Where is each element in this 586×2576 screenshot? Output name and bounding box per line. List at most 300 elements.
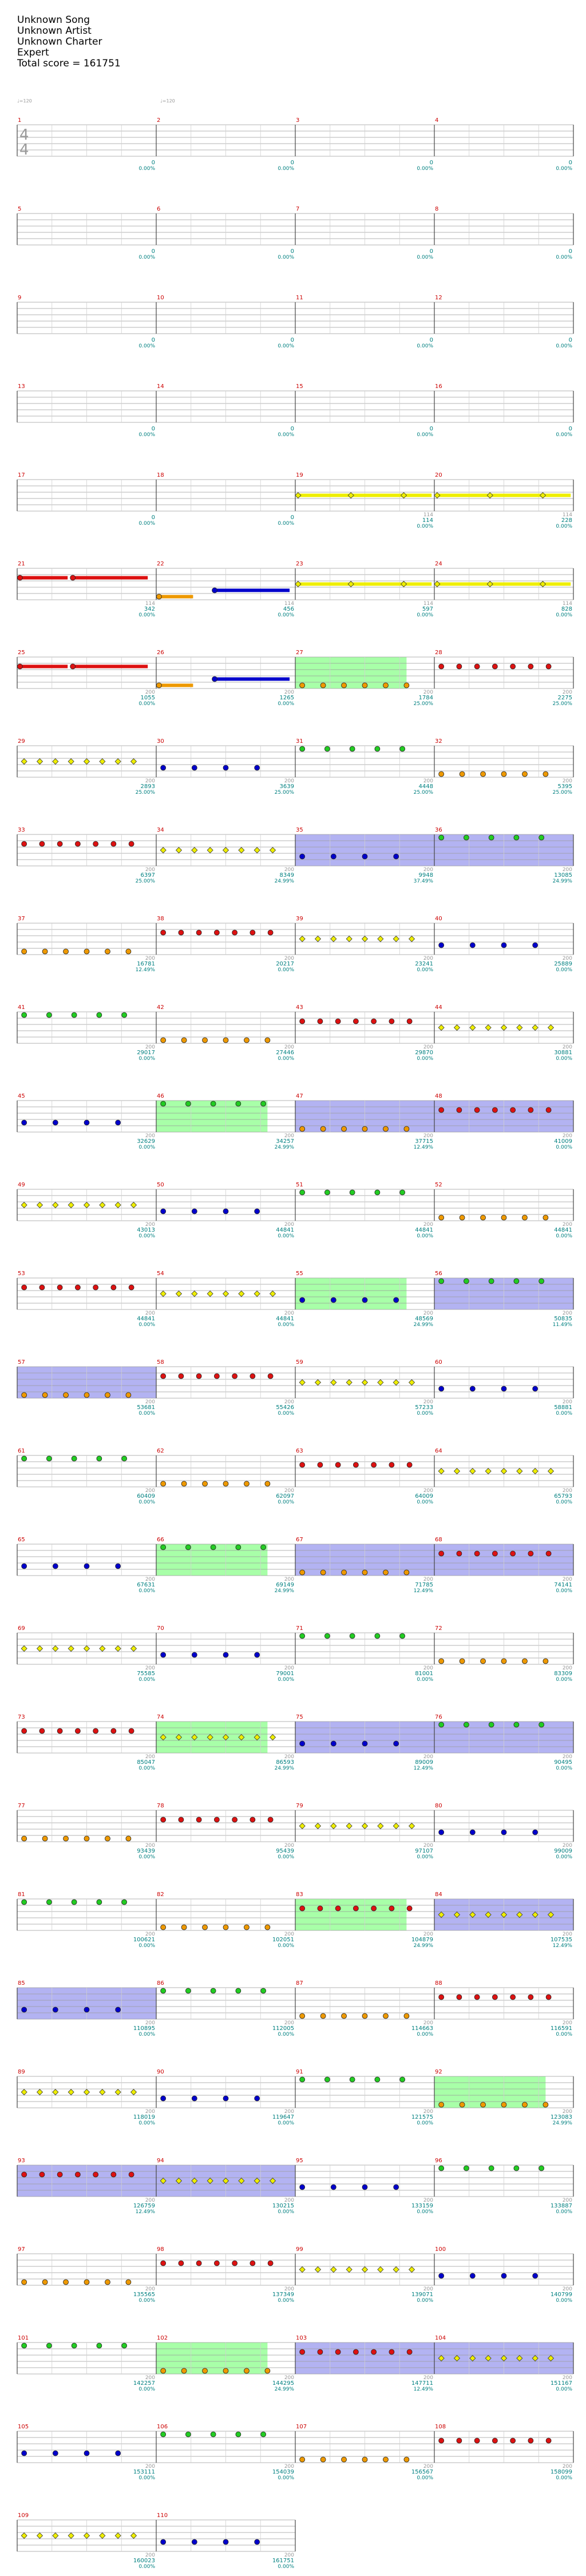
- note-orange: [320, 683, 326, 688]
- measure-percent: 0.00%: [138, 1056, 155, 1062]
- note-yellow: [299, 1380, 305, 1386]
- note-yellow: [295, 493, 301, 498]
- measure-note-score: 200: [284, 1222, 294, 1228]
- note-red: [439, 1107, 444, 1113]
- note-yellow: [53, 759, 58, 765]
- measure-total-score: 147711: [411, 2380, 433, 2387]
- measure-percent: 0.00%: [417, 1677, 433, 1683]
- measure-number: 54: [157, 1271, 164, 1277]
- sustain-bar: [159, 684, 193, 687]
- note-orange: [126, 1392, 131, 1398]
- measure-note-score: 200: [562, 2464, 572, 2470]
- measure-total-score: 50835: [554, 1316, 572, 1322]
- note-orange: [383, 2013, 388, 2019]
- measure-percent: 0.00%: [138, 1854, 155, 1860]
- note-red: [39, 1728, 45, 1734]
- note-orange: [161, 2368, 166, 2373]
- note-red: [93, 841, 98, 846]
- measure-number: 66: [157, 1537, 164, 1543]
- note-red: [250, 930, 255, 935]
- note-blue: [192, 2539, 197, 2545]
- measure-total-score: 156567: [411, 2469, 433, 2475]
- measure-total-score: 342: [144, 606, 155, 612]
- note-red: [57, 2172, 62, 2177]
- measure-note-score: 200: [562, 1044, 572, 1050]
- measure-percent: 0.00%: [138, 166, 155, 172]
- measure-note-score: 200: [284, 1488, 294, 1494]
- sustain-bar: [159, 595, 193, 599]
- note-orange: [439, 1215, 444, 1220]
- note-green: [97, 1012, 102, 1018]
- note-orange: [126, 949, 131, 954]
- note-orange: [22, 1836, 27, 1841]
- note-blue: [300, 854, 305, 859]
- note-red: [214, 2261, 219, 2266]
- note-orange: [42, 2280, 47, 2285]
- note-red: [335, 1019, 340, 1024]
- note-red: [70, 664, 76, 669]
- measure-number: 73: [18, 1714, 25, 1720]
- note-green: [72, 1456, 77, 1461]
- measure-note-score: 200: [423, 1754, 433, 1760]
- note-green: [400, 2077, 405, 2082]
- note-orange: [161, 1038, 166, 1043]
- measure-total-score: 0: [151, 515, 155, 521]
- note-green: [489, 1279, 494, 1284]
- note-green: [464, 835, 469, 840]
- note-orange: [22, 949, 27, 954]
- note-orange: [404, 2457, 409, 2462]
- note-orange: [404, 1570, 409, 1575]
- note-orange: [244, 1925, 249, 1930]
- measure-number: 30: [157, 738, 164, 745]
- note-green: [375, 746, 380, 751]
- measure-percent: 0.00%: [138, 1766, 155, 1771]
- measure-note-score: 200: [145, 1843, 155, 1849]
- note-orange: [300, 2013, 305, 2019]
- measure-note-score: 200: [145, 1311, 155, 1316]
- measure-percent: 0.00%: [556, 1233, 572, 1239]
- note-red: [268, 930, 273, 935]
- note-yellow: [131, 1202, 137, 1208]
- measure-note-score: 200: [284, 1843, 294, 1849]
- measure-total-score: 1784: [418, 695, 433, 701]
- measure-percent: 0.00%: [417, 2475, 433, 2481]
- note-yellow: [315, 1380, 320, 1386]
- time-sig-bottom: 4: [19, 141, 29, 159]
- note-red: [39, 2172, 45, 2177]
- measure-percent: 0.00%: [278, 967, 294, 973]
- measure-total-score: 20217: [276, 961, 294, 967]
- note-yellow: [346, 2267, 352, 2273]
- note-orange: [64, 1392, 69, 1398]
- note-red: [474, 1107, 480, 1113]
- note-red: [371, 1462, 377, 1467]
- note-yellow: [434, 493, 440, 498]
- sustain-bar: [20, 665, 68, 668]
- note-orange: [383, 1570, 388, 1575]
- measure-number: 5: [18, 206, 22, 212]
- note-blue: [116, 1564, 121, 1569]
- note-red: [492, 1551, 497, 1556]
- note-green: [161, 1988, 166, 1993]
- measure-note-score: 200: [562, 2375, 572, 2381]
- note-orange: [84, 2280, 89, 2285]
- note-green: [161, 1101, 166, 1106]
- measure-note-score: 200: [284, 2286, 294, 2292]
- note-orange: [181, 1038, 187, 1043]
- note-yellow: [346, 1380, 352, 1386]
- note-orange: [300, 1126, 305, 1131]
- measure-total-score: 456: [283, 606, 294, 612]
- measure-note-score: 200: [145, 1665, 155, 1671]
- note-green: [261, 2432, 266, 2437]
- note-blue: [533, 1386, 538, 1391]
- note-green: [22, 2343, 27, 2348]
- note-yellow: [485, 1469, 491, 1474]
- measure-note-score: 200: [145, 778, 155, 784]
- song-title: Unknown Song: [17, 14, 90, 26]
- measure-note-score: 200: [423, 1222, 433, 1228]
- measure-percent: 0.00%: [556, 1056, 572, 1062]
- measure-note-score: 200: [145, 2109, 155, 2115]
- note-red: [300, 1906, 305, 1911]
- measure-percent: 0.00%: [138, 521, 155, 527]
- note-red: [371, 1906, 377, 1911]
- note-blue: [439, 1386, 444, 1391]
- note-blue: [533, 2273, 538, 2278]
- measure-percent: 0.00%: [417, 2120, 433, 2126]
- note-green: [489, 1722, 494, 1727]
- note-red: [129, 841, 134, 846]
- measure-number: 110: [157, 2512, 168, 2519]
- measure-percent: 0.00%: [417, 1233, 433, 1239]
- measure-number: 45: [18, 1093, 25, 1099]
- measure-total-score: 114663: [411, 2025, 433, 2032]
- measure-percent: 25.00%: [135, 879, 155, 884]
- note-green: [464, 2166, 469, 2171]
- note-blue: [84, 2007, 89, 2012]
- star-power-phrase: [295, 1278, 406, 1309]
- note-orange: [342, 2013, 347, 2019]
- tempo-mark: ♩=120: [160, 98, 175, 104]
- note-green: [46, 1900, 52, 1905]
- measure-number: 39: [296, 916, 303, 922]
- note-yellow: [409, 936, 415, 942]
- measure-note-score: 200: [423, 690, 433, 695]
- measure-total-score: 110895: [133, 2025, 155, 2032]
- measure-total-score: 1055: [140, 695, 155, 701]
- note-red: [111, 1285, 116, 1290]
- measure-total-score: 48569: [415, 1316, 433, 1322]
- note-red: [214, 930, 219, 935]
- note-orange: [362, 2013, 367, 2019]
- note-red: [439, 1551, 444, 1556]
- note-orange: [265, 1038, 270, 1043]
- note-orange: [300, 2457, 305, 2462]
- measure-note-score: 200: [562, 956, 572, 961]
- measure-note-score: 200: [284, 690, 294, 695]
- note-red: [250, 1374, 255, 1379]
- measure-note-score: 200: [562, 1665, 572, 1671]
- note-yellow: [270, 1735, 276, 1740]
- note-yellow: [454, 1025, 460, 1031]
- note-red: [457, 664, 462, 669]
- measure-note-score: 200: [423, 867, 433, 873]
- measure-percent: 0.00%: [278, 1056, 294, 1062]
- note-orange: [362, 2457, 367, 2462]
- note-red: [268, 1374, 273, 1379]
- measure-total-score: 13085: [554, 872, 572, 879]
- note-yellow: [53, 1646, 58, 1652]
- note-orange: [64, 2280, 69, 2285]
- measure-total-score: 114: [422, 517, 433, 524]
- measure-note-score: 200: [145, 1577, 155, 1582]
- note-blue: [192, 765, 197, 770]
- measure-total-score: 44841: [554, 1227, 572, 1233]
- measure-note-score: 114: [562, 512, 572, 518]
- note-red: [268, 1817, 273, 1822]
- note-orange: [501, 1659, 506, 1664]
- measure-total-score: 0: [151, 337, 155, 343]
- measure-number: 80: [435, 1803, 442, 1809]
- measure-note-score: 200: [284, 1133, 294, 1139]
- note-orange: [481, 1215, 486, 1220]
- note-orange: [244, 2368, 249, 2373]
- measure-number: 78: [157, 1803, 164, 1809]
- note-blue: [394, 1741, 399, 1746]
- measure-total-score: 135565: [133, 2292, 155, 2298]
- measure-number: 38: [157, 916, 164, 922]
- note-yellow: [517, 1469, 522, 1474]
- measure-percent: 0.00%: [278, 1943, 294, 1949]
- note-red: [179, 930, 184, 935]
- measure-number: 103: [296, 2335, 307, 2341]
- measure-number: 12: [435, 295, 442, 301]
- note-orange: [383, 683, 388, 688]
- measure-number: 41: [18, 1004, 25, 1011]
- note-yellow: [53, 2090, 58, 2095]
- measure-note-score: 200: [284, 1044, 294, 1050]
- measure-total-score: 0: [429, 426, 433, 432]
- difficulty-label: Expert: [17, 47, 49, 58]
- note-blue: [394, 854, 399, 859]
- measure-percent: 0.00%: [278, 343, 294, 349]
- note-green: [514, 1722, 519, 1727]
- note-red: [335, 1906, 340, 1911]
- measure-percent: 24.99%: [413, 1322, 433, 1328]
- note-yellow: [37, 759, 42, 765]
- note-red: [389, 1019, 394, 1024]
- measure-percent: 0.00%: [138, 343, 155, 349]
- note-green: [300, 1633, 305, 1639]
- note-yellow: [378, 2267, 383, 2273]
- note-yellow: [115, 2090, 121, 2095]
- measure-percent: 0.00%: [417, 1056, 433, 1062]
- measure-note-score: 200: [423, 1311, 433, 1316]
- note-red: [528, 664, 533, 669]
- measure-total-score: 62097: [276, 1493, 294, 1499]
- measure-note-score: 200: [145, 2375, 155, 2381]
- measure-total-score: 27446: [276, 1050, 294, 1056]
- note-orange: [64, 949, 69, 954]
- measure-percent: 0.00%: [138, 1588, 155, 1594]
- note-orange: [161, 1925, 166, 1930]
- measure-number: 76: [435, 1714, 442, 1720]
- note-yellow: [348, 493, 354, 498]
- measure-percent: 0.00%: [556, 2032, 572, 2037]
- note-orange: [481, 1659, 486, 1664]
- measure-number: 2: [157, 117, 161, 124]
- note-green: [97, 1900, 102, 1905]
- measure-total-score: 0: [290, 337, 294, 343]
- measure-number: 31: [296, 738, 303, 745]
- measure-note-score: 200: [145, 2020, 155, 2026]
- note-red: [232, 1817, 237, 1822]
- measure-total-score: 118019: [133, 2114, 155, 2120]
- measure-note-score: 200: [562, 2198, 572, 2203]
- note-yellow: [299, 1823, 305, 1829]
- note-red: [389, 2349, 394, 2355]
- note-orange: [383, 1126, 388, 1131]
- note-blue: [192, 1209, 197, 1214]
- note-green: [464, 1722, 469, 1727]
- note-yellow: [223, 848, 229, 853]
- measure-total-score: 0: [568, 426, 572, 432]
- note-orange: [181, 2368, 187, 2373]
- note-blue: [439, 943, 444, 948]
- measure-number: 57: [18, 1359, 25, 1366]
- note-yellow: [362, 2267, 368, 2273]
- measure-percent: 0.00%: [138, 1943, 155, 1949]
- measure-percent: 0.00%: [278, 1499, 294, 1505]
- note-red: [161, 2261, 166, 2266]
- measure-total-score: 4448: [418, 784, 433, 790]
- measure-percent: 0.00%: [138, 255, 155, 260]
- note-green: [375, 1190, 380, 1195]
- measure-percent: 0.00%: [417, 432, 433, 438]
- note-green: [539, 835, 544, 840]
- note-yellow: [68, 759, 74, 765]
- measure-percent: 24.99%: [274, 2387, 294, 2392]
- measure-total-score: 81001: [415, 1671, 433, 1677]
- measure-number: 6: [157, 206, 161, 212]
- note-blue: [53, 2007, 58, 2012]
- measure-total-score: 79001: [276, 1671, 294, 1677]
- measure-percent: 25.00%: [413, 701, 433, 707]
- note-blue: [212, 676, 217, 682]
- note-orange: [460, 771, 465, 777]
- note-red: [300, 2349, 305, 2355]
- note-green: [72, 1900, 77, 1905]
- note-orange: [22, 1392, 27, 1398]
- note-green: [46, 1012, 52, 1018]
- measure-note-score: 200: [562, 1399, 572, 1405]
- measure-number: 26: [157, 650, 164, 656]
- note-blue: [223, 765, 228, 770]
- measure-number: 86: [157, 1980, 164, 1987]
- note-blue: [331, 2185, 336, 2190]
- note-yellow: [346, 936, 352, 942]
- note-orange: [105, 1392, 110, 1398]
- note-yellow: [131, 1646, 137, 1652]
- note-yellow: [160, 848, 166, 853]
- measure-number: 24: [435, 561, 442, 567]
- note-green: [236, 1545, 241, 1550]
- note-green: [400, 1190, 405, 1195]
- note-orange: [105, 2280, 110, 2285]
- measure-percent: 25.00%: [135, 790, 155, 796]
- note-red: [22, 1728, 27, 1734]
- measure-percent: 0.00%: [556, 1499, 572, 1505]
- note-orange: [522, 1659, 527, 1664]
- note-yellow: [393, 936, 399, 942]
- note-blue: [22, 2007, 27, 2012]
- note-orange: [460, 1215, 465, 1220]
- measure-note-score: 200: [423, 2198, 433, 2203]
- note-red: [232, 930, 237, 935]
- note-blue: [362, 1741, 367, 1746]
- measure-number: 72: [435, 1625, 442, 1632]
- measure-number: 99: [296, 2246, 303, 2253]
- measure-note-score: 200: [423, 1665, 433, 1671]
- note-orange: [265, 2368, 270, 2373]
- note-yellow: [438, 1469, 444, 1474]
- measure-total-score: 133887: [550, 2203, 572, 2209]
- note-red: [474, 1995, 480, 2000]
- measure-total-score: 44841: [137, 1316, 155, 1322]
- note-yellow: [100, 2090, 105, 2095]
- note-orange: [404, 683, 409, 688]
- note-blue: [300, 1741, 305, 1746]
- measure-total-score: 34257: [276, 1138, 294, 1145]
- measure-number: 4: [435, 117, 439, 124]
- note-yellow: [53, 1202, 58, 1208]
- measure-number: 44: [435, 1004, 442, 1011]
- note-yellow: [68, 1202, 74, 1208]
- note-green: [489, 835, 494, 840]
- tempo-mark: ♩=120: [17, 98, 32, 104]
- note-blue: [223, 2539, 228, 2545]
- measure-note-score: 200: [145, 2464, 155, 2470]
- note-yellow: [254, 1291, 260, 1297]
- measure-percent: 0.00%: [138, 2298, 155, 2304]
- measure-number: 55: [296, 1271, 303, 1277]
- note-red: [457, 1107, 462, 1113]
- note-red: [17, 664, 22, 669]
- measure-note-score: 200: [145, 2198, 155, 2203]
- measure-percent: 0.00%: [278, 1233, 294, 1239]
- note-yellow: [115, 1646, 121, 1652]
- note-blue: [255, 2539, 260, 2545]
- measure-number: 19: [296, 472, 303, 478]
- note-green: [400, 746, 405, 751]
- note-orange: [84, 1836, 89, 1841]
- note-green: [185, 1988, 191, 1993]
- note-yellow: [378, 1380, 383, 1386]
- note-blue: [255, 2096, 260, 2101]
- measure-total-score: 1265: [279, 695, 294, 701]
- measure-note-score: 200: [284, 778, 294, 784]
- measure-percent: 24.99%: [552, 2120, 572, 2126]
- note-green: [185, 1545, 191, 1550]
- note-green: [161, 1545, 166, 1550]
- measure-total-score: 30881: [554, 1050, 572, 1056]
- note-red: [389, 1906, 394, 1911]
- measure-number: 74: [157, 1714, 164, 1720]
- measure-percent: 0.00%: [278, 521, 294, 527]
- measure-note-score: 200: [562, 867, 572, 873]
